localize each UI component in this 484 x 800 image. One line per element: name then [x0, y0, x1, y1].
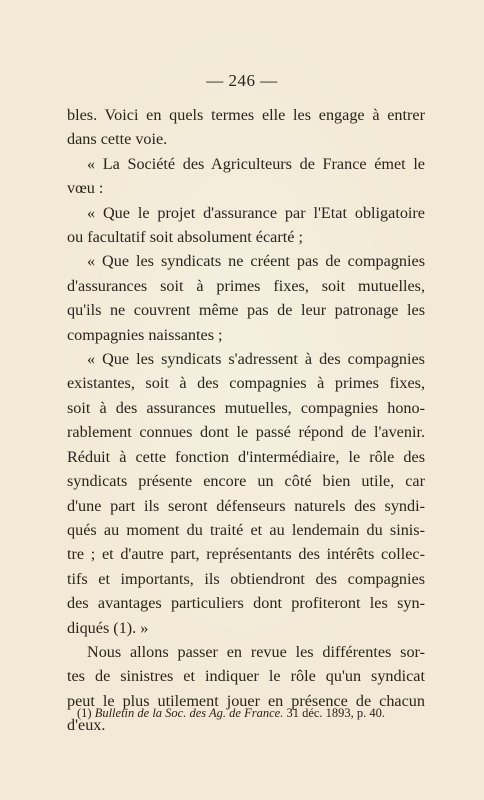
text-line: soit à des assurances mutuelles, compagnies hono- — [67, 398, 425, 417]
text-line: rablement connues dont le passé répond de l'avenir. — [67, 423, 425, 442]
text-line: ou facultatif soit absolument écarté ; — [67, 228, 303, 247]
text-line: qu'ils ne couvrent même pas de leur patronage les — [67, 301, 425, 320]
text-line: d'une part ils seront défenseurs naturels des syndi- — [67, 496, 425, 515]
footnote — [77, 706, 422, 721]
text-line: « La Société des Agriculteurs de France émet le — [87, 154, 425, 173]
body-text — [67, 103, 425, 738]
text-line: des avantages particuliers dont profiteront les syn- — [67, 594, 425, 613]
text-line: tifs et importants, ils obtiendront des compagnies — [67, 569, 425, 588]
text-line: peut le plus utilement jouer en présence de chacun — [67, 691, 425, 710]
text-line: tes de sinistres et indiquer le rôle qu'un syndicat — [67, 667, 425, 686]
text-line: d'eux. — [67, 716, 106, 735]
text-line: bles. Voici en quels termes elle les engage à entrer — [67, 106, 425, 124]
text-line: dans cette voie. — [67, 130, 168, 149]
text-line: tre ; et d'autre part, représentants des intérêts collec- — [67, 545, 425, 564]
text-line: « Que les syndicats ne créent pas de compagnies — [87, 252, 425, 271]
text-line: qués au moment du traité et au lendemain du sinis- — [67, 520, 425, 539]
text-line: Réduit à cette fonction d'intermédiaire, le rôle des — [67, 447, 425, 466]
page-number: — 246 — — [206, 71, 278, 90]
footnote-reference: 31 déc. 1893, p. 40. — [286, 706, 386, 720]
text-line: Nous allons passer en revue les différentes sor- — [87, 642, 425, 661]
footnote-title: Bulletin de la Soc. des Ag. de France. — [94, 706, 284, 720]
text-line: existantes, soit à des compagnies à primes fixes, — [67, 374, 425, 393]
text-line: syndicats présente encore un côté bien utile, car — [67, 472, 425, 491]
text-line: d'assurances soit à primes fixes, soit mutuelles, — [67, 276, 425, 295]
text-line: diqués (1). » — [67, 618, 149, 637]
text-line: « Que le projet d'assurance par l'Etat obligatoire — [87, 203, 425, 222]
text-line: vœu : — [67, 179, 104, 198]
text-line: compagnies naissantes ; — [67, 325, 223, 344]
footnote-marker: (1) — [77, 706, 92, 720]
text-line: « Que les syndicats s'adressent à des compagnies — [87, 350, 425, 369]
